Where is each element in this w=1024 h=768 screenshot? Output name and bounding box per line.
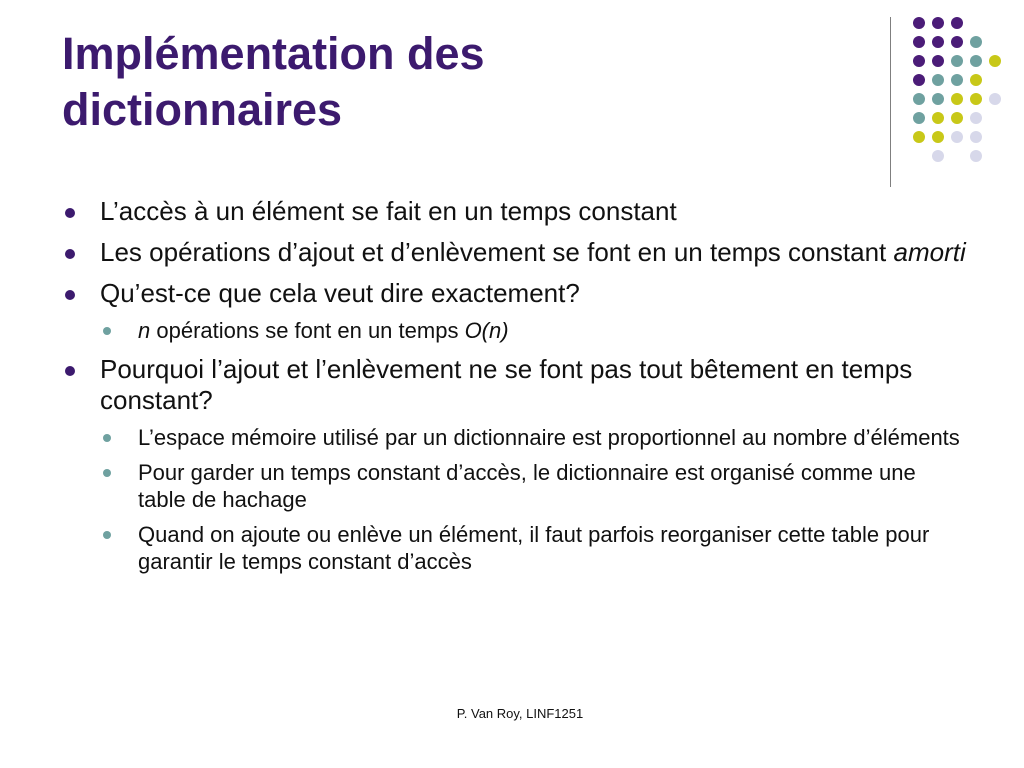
bullet-text: Les opérations d’ajout et d’enlèvement se font en un temps constant bbox=[100, 237, 894, 267]
sub-bullet-dot bbox=[103, 469, 111, 477]
sub-bullet-dot bbox=[103, 531, 111, 539]
sub-bullet-list bbox=[100, 424, 967, 575]
sub-bullet-emphasis: n bbox=[138, 318, 151, 343]
sub-bullet-item bbox=[100, 459, 967, 513]
sub-bullet-emphasis: O(n) bbox=[464, 318, 509, 343]
sub-bullet-dot bbox=[103, 327, 111, 335]
bullet-emphasis: amorti bbox=[893, 237, 966, 267]
sub-bullet-text: opérations se font en un temps bbox=[150, 318, 465, 343]
decorative-dot bbox=[970, 74, 982, 86]
sub-bullet-dot bbox=[103, 434, 111, 442]
bullet-item bbox=[62, 278, 967, 344]
decorative-dot bbox=[913, 55, 925, 67]
decorative-dot bbox=[913, 17, 925, 29]
bullet-text: Qu’est-ce que cela veut dire exactement? bbox=[100, 278, 580, 308]
decorative-dot bbox=[913, 93, 925, 105]
decorative-dot bbox=[970, 36, 982, 48]
decorative-dot bbox=[970, 150, 982, 162]
decorative-dot bbox=[951, 74, 963, 86]
bullet-item bbox=[62, 196, 967, 227]
bullet-dot bbox=[65, 366, 75, 376]
decorative-dot bbox=[913, 36, 925, 48]
decorative-dot bbox=[951, 55, 963, 67]
bullet-dot bbox=[65, 208, 75, 218]
sub-bullet-item bbox=[100, 317, 967, 344]
bullet-dot bbox=[65, 249, 75, 259]
sub-bullet-text: Quand on ajoute ou enlève un élément, il faut parfois reorganiser cette table pour garantir le temps constant d’accès bbox=[138, 522, 930, 574]
sub-bullet-item bbox=[100, 424, 967, 451]
decorative-dot bbox=[932, 17, 944, 29]
decorative-dot bbox=[951, 131, 963, 143]
bullet-item bbox=[62, 237, 967, 268]
decorative-dot bbox=[913, 112, 925, 124]
decorative-dot bbox=[913, 131, 925, 143]
decorative-divider bbox=[890, 17, 891, 187]
decorative-dot bbox=[951, 93, 963, 105]
sub-bullet-item bbox=[100, 521, 967, 575]
decorative-dot bbox=[951, 36, 963, 48]
decorative-dot bbox=[970, 93, 982, 105]
decorative-dot-grid bbox=[905, 13, 1005, 165]
decorative-dot bbox=[932, 36, 944, 48]
decorative-dot bbox=[951, 17, 963, 29]
decorative-dot bbox=[932, 150, 944, 162]
decorative-dot bbox=[932, 131, 944, 143]
slide-title-line-2: dictionnaires bbox=[62, 84, 343, 135]
decorative-dot bbox=[951, 112, 963, 124]
bullet-text: Pourquoi l’ajout et l’enlèvement ne se font pas tout bêtement en temps constant? bbox=[100, 354, 913, 415]
decorative-dot bbox=[989, 93, 1001, 105]
decorative-dot bbox=[913, 74, 925, 86]
sub-bullet-text: Pour garder un temps constant d’accès, le dictionnaire est organisé comme une table de hachage bbox=[138, 460, 916, 512]
slide-title-line-1: Implémentation des bbox=[62, 28, 485, 79]
decorative-dot bbox=[970, 112, 982, 124]
decorative-dot bbox=[932, 112, 944, 124]
decorative-dot bbox=[932, 74, 944, 86]
bullet-list bbox=[62, 196, 967, 585]
decorative-dot bbox=[970, 131, 982, 143]
slide-footer: P. Van Roy, LINF1251 bbox=[456, 706, 584, 721]
bullet-item bbox=[62, 354, 967, 575]
decorative-dot bbox=[970, 55, 982, 67]
sub-bullet-list bbox=[100, 317, 967, 344]
decorative-dot bbox=[932, 93, 944, 105]
decorative-dot bbox=[989, 55, 1001, 67]
bullet-dot bbox=[65, 290, 75, 300]
decorative-dot bbox=[932, 55, 944, 67]
bullet-text: L’accès à un élément se fait en un temps constant bbox=[100, 196, 677, 226]
sub-bullet-text: L’espace mémoire utilisé par un dictionnaire est proportionnel au nombre d’éléments bbox=[138, 425, 960, 450]
slide-title bbox=[62, 26, 862, 138]
